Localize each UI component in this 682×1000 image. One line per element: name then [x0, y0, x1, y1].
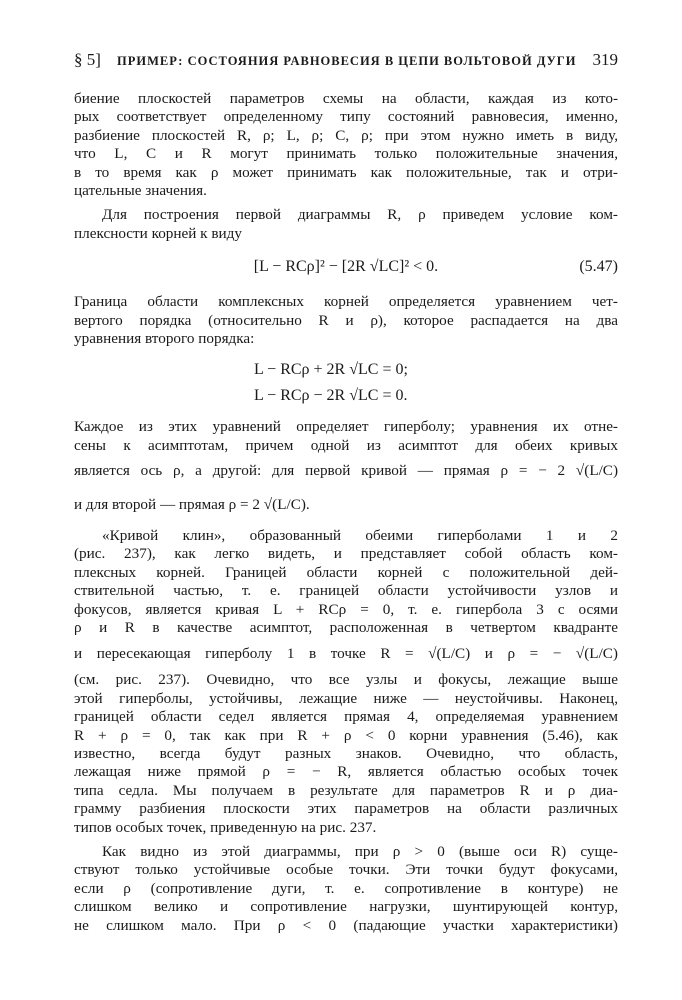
- text-line: Для построения первой диаграммы R, ρ приведем условие ком-: [102, 206, 618, 224]
- text-line: R + ρ = 0, так как при R + ρ < 0 корни уравнения (5.46), как: [74, 726, 618, 744]
- equation-5-47: [74, 255, 618, 281]
- text-line: если ρ (сопротивление дуги, т. е. сопротивление в контуре) не: [74, 879, 618, 897]
- text-line: грамму разбиения плоскости этих параметров на области различных: [74, 800, 618, 818]
- text-line: плексных корней. Границей области корней с положительной дей-: [74, 563, 618, 581]
- text-line: этой гиперболы, устойчивы, лежащие ниже — неустойчивы. Наконец,: [74, 689, 618, 707]
- text-line: сены к асимптотам, причем одной из асимптот для обеих кривых: [74, 436, 618, 454]
- equation-b: [74, 384, 618, 410]
- text-line: типа седла. Мы получаем в результате для параметров R и ρ диа-: [74, 781, 618, 799]
- section-number: § 5]: [74, 50, 101, 69]
- text-line: слишком велико и сопротивление нагрузки, шунтирующей контур,: [74, 898, 618, 916]
- text-line: фокусов, является кривая L + RCρ = 0, т. е. гипербола 3 с осями: [74, 600, 618, 618]
- equation-expression: L − RCρ − 2R √LC = 0.: [254, 387, 408, 405]
- page-number: 319: [592, 50, 618, 69]
- text-line: лежащая ниже прямой ρ = − R, является областью особых точек: [74, 763, 618, 781]
- equation-a: [74, 358, 618, 384]
- text-line: (рис. 237), как легко видеть, и представляет собой область ком-: [74, 545, 618, 563]
- running-title: ПРИМЕР: СОСТОЯНИЯ РАВНОВЕСИЯ В ЦЕПИ ВОЛЬТОВОЙ ДУГИ: [116, 54, 577, 68]
- text-line: типов особых точек, приведенную на рис. 237.: [74, 818, 377, 836]
- paragraph-5: [74, 527, 618, 837]
- text-line: ствительной частью, т. е. границей области устойчивости узлов и: [74, 582, 618, 600]
- text-line: цательные значения.: [74, 181, 207, 199]
- equation-number: (5.47): [579, 258, 618, 276]
- text-line: «Кривой клин», образованный обеими гиперболами 1 и 2: [102, 527, 618, 545]
- paragraph-6: [74, 843, 618, 935]
- text-line: ствуют только устойчивые особые точки. Эти точки будут фокусами,: [74, 861, 618, 879]
- text-line: разбиение плоскостей R, ρ; L, ρ; C, ρ; при этом нужно иметь в виду,: [74, 126, 618, 144]
- text-line: Каждое из этих уравнений определяет гиперболу; уравнения их отне-: [74, 418, 618, 436]
- paragraph-4: [74, 418, 618, 523]
- text-line: что L, C и R могут принимать только положительные значения,: [74, 145, 618, 163]
- equation-expression: L − RCρ + 2R √LC = 0;: [254, 361, 408, 379]
- paragraph-2: [74, 206, 618, 243]
- text-line: Граница области комплексных корней определяется уравнением чет-: [74, 293, 618, 311]
- text-line: и пересекающая гиперболу 1 в точке R = √(L/C) и ρ = − √(L/C): [74, 645, 618, 663]
- text-line: рых соответствует определенному типу состояний равновесия, именно,: [74, 108, 618, 126]
- text-line: является ось ρ, а другой: для первой кривой — прямая ρ = − 2 √(L/C): [74, 462, 618, 480]
- text-line: не слишком мало. При ρ < 0 (падающие участки характеристики): [74, 916, 618, 934]
- text-line: в то время как ρ может принимать как положительные, так и отри-: [74, 163, 618, 181]
- text-line: вертого порядка (относительно R и ρ), которое распадается на два: [74, 311, 618, 329]
- paragraph-1: [74, 90, 618, 200]
- text-line: плексности корней к виду: [74, 224, 242, 242]
- text-line: ρ и R в качестве асимптот, расположенная в четвертом квадранте: [74, 619, 618, 637]
- text-line: известно, всегда будут разных знаков. Очевидно, что область,: [74, 744, 618, 762]
- text-line: и для второй — прямая ρ = 2 √(L/C).: [74, 496, 310, 514]
- text-line: биение плоскостей параметров схемы на области, каждая из кото-: [74, 90, 618, 107]
- book-page: [74, 50, 618, 935]
- text-line: уравнения второго порядка:: [74, 329, 255, 347]
- text-line: границей области седел является прямая 4, определяемая уравнением: [74, 708, 618, 726]
- text-line: Как видно из этой диаграммы, при ρ > 0 (выше оси R) суще-: [102, 842, 618, 860]
- paragraph-3: [74, 293, 618, 348]
- text-line: (см. рис. 237). Очевидно, что все узлы и фокусы, лежащие выше: [74, 671, 618, 689]
- running-header: [74, 50, 618, 70]
- equation-expression: [L − RCρ]² − [2R √LC]² < 0.: [253, 258, 439, 276]
